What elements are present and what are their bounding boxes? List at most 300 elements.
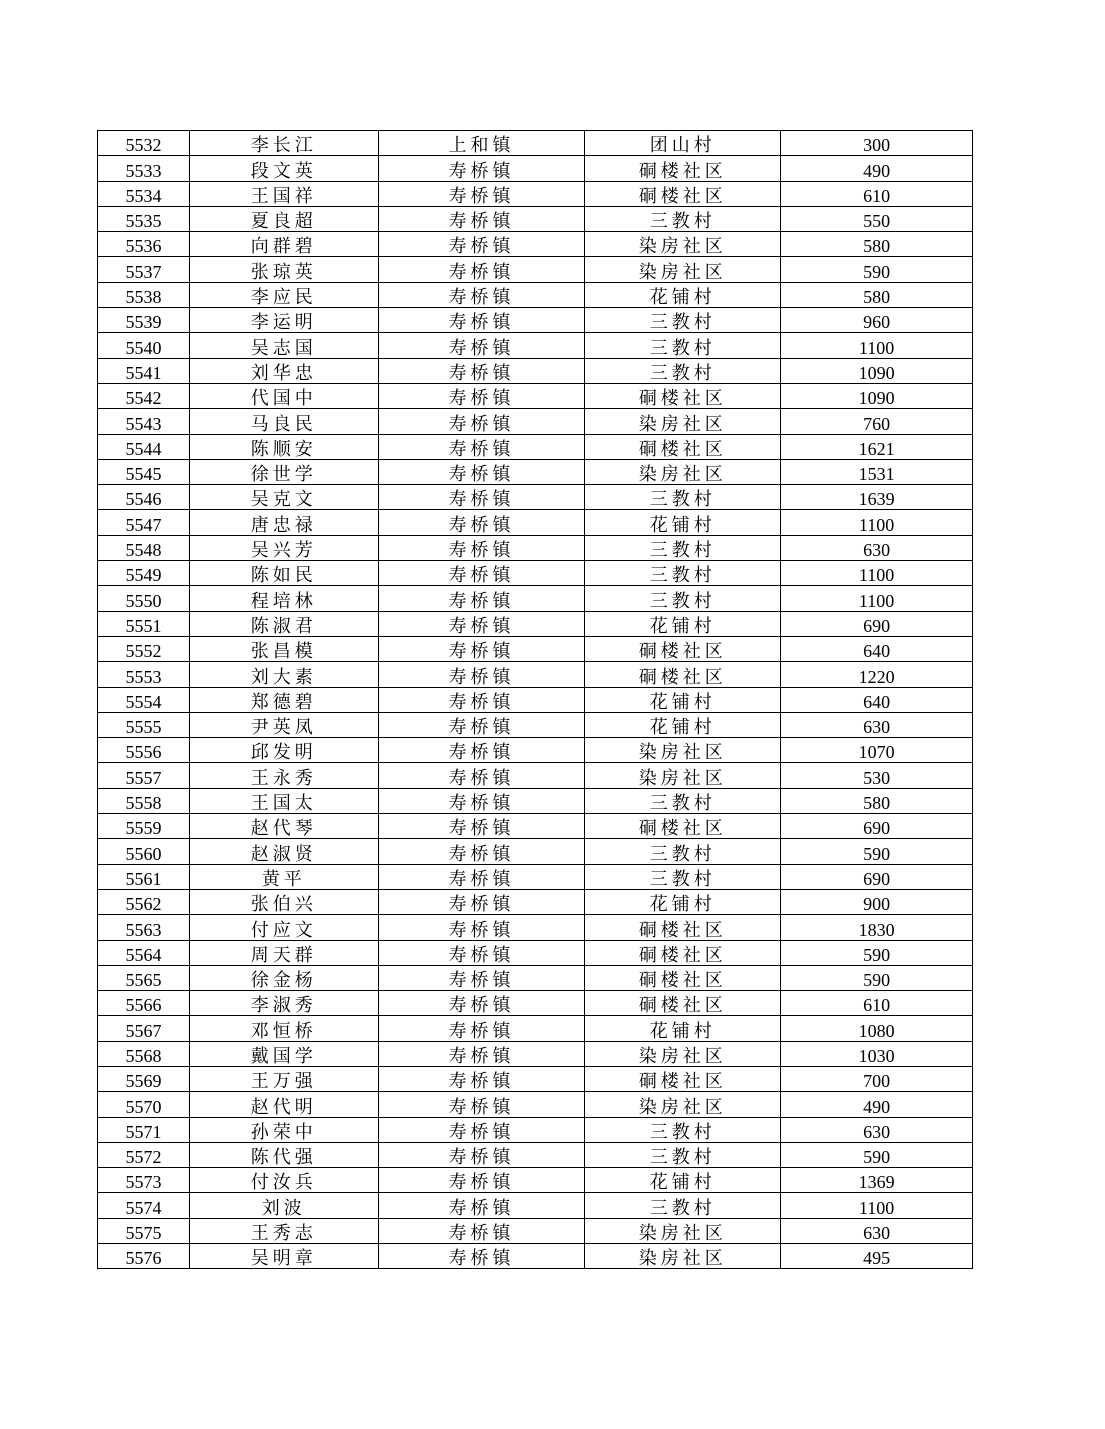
village-cell [585, 181, 781, 206]
town: 寿桥镇 [448, 742, 515, 763]
row-number: 5533 [125, 160, 162, 181]
village: 三教村 [649, 843, 716, 864]
village: 三教村 [649, 1121, 716, 1142]
town: 寿桥镇 [448, 1223, 515, 1244]
amount: 630 [863, 1121, 891, 1142]
town-cell [378, 459, 585, 484]
village-cell [585, 409, 781, 434]
town-cell [378, 814, 585, 839]
amount: 490 [863, 1096, 891, 1117]
town: 寿桥镇 [448, 944, 515, 965]
person-name-cell [189, 889, 378, 914]
town: 寿桥镇 [448, 919, 515, 940]
person-name-cell [189, 1092, 378, 1117]
row-number-cell [98, 232, 190, 257]
person-name-cell [189, 814, 378, 839]
person-name: 赵淑贤 [250, 843, 317, 864]
person-name-cell [189, 991, 378, 1016]
row-number: 5561 [125, 868, 162, 889]
row-number-cell [98, 611, 190, 636]
amount: 580 [863, 287, 891, 308]
person-name-cell [189, 257, 378, 282]
row-number-cell [98, 586, 190, 611]
amount-cell [781, 1244, 973, 1269]
person-name: 张伯兴 [250, 894, 317, 915]
amount-cell [781, 232, 973, 257]
table-row [98, 434, 973, 459]
row-number: 5573 [125, 1172, 162, 1193]
town-cell [378, 636, 585, 661]
amount: 300 [863, 135, 891, 156]
person-name: 尹英凤 [250, 717, 317, 738]
person-name: 王万强 [250, 1071, 317, 1092]
town-cell [378, 788, 585, 813]
person-name: 张昌模 [250, 641, 317, 662]
village: 花铺村 [649, 1020, 716, 1041]
table-row [98, 282, 973, 307]
row-number-cell [98, 814, 190, 839]
table-row [98, 333, 973, 358]
town-cell [378, 409, 585, 434]
person-name: 李应民 [250, 287, 317, 308]
village-cell [585, 1142, 781, 1167]
amount: 495 [863, 1248, 891, 1269]
person-name: 向群碧 [250, 236, 317, 257]
village-cell [585, 257, 781, 282]
row-number: 5548 [125, 540, 162, 561]
town: 寿桥镇 [448, 540, 515, 561]
row-number-cell [98, 156, 190, 181]
table-row [98, 940, 973, 965]
village-cell [585, 1066, 781, 1091]
town-cell [378, 1092, 585, 1117]
person-name-cell [189, 485, 378, 510]
amount-cell [781, 814, 973, 839]
town: 寿桥镇 [448, 362, 515, 383]
town-cell [378, 510, 585, 535]
person-name-cell [189, 636, 378, 661]
row-number-cell [98, 459, 190, 484]
town: 寿桥镇 [448, 464, 515, 485]
town: 寿桥镇 [448, 185, 515, 206]
village: 硐楼社区 [638, 818, 727, 839]
town: 寿桥镇 [448, 312, 515, 333]
amount: 590 [863, 843, 891, 864]
person-name: 周天群 [250, 944, 317, 965]
table-row [98, 1092, 973, 1117]
town-cell [378, 232, 585, 257]
row-number: 5532 [125, 135, 162, 156]
amount-cell [781, 383, 973, 408]
village-cell [585, 814, 781, 839]
amount: 1531 [858, 464, 895, 485]
town: 寿桥镇 [448, 995, 515, 1016]
person-name-cell [189, 333, 378, 358]
village: 染房社区 [638, 261, 727, 282]
person-name: 付汝兵 [250, 1172, 317, 1193]
amount-cell [781, 358, 973, 383]
town-cell [378, 383, 585, 408]
person-name: 吴兴芳 [250, 540, 317, 561]
town: 寿桥镇 [448, 970, 515, 991]
amount-cell [781, 586, 973, 611]
row-number-cell [98, 1041, 190, 1066]
amount-cell [781, 156, 973, 181]
village: 硐楼社区 [638, 388, 727, 409]
amount-cell [781, 1092, 973, 1117]
row-number: 5553 [125, 666, 162, 687]
amount-cell [781, 687, 973, 712]
town: 寿桥镇 [448, 1071, 515, 1092]
person-name: 黄平 [261, 868, 306, 889]
town: 寿桥镇 [448, 1096, 515, 1117]
village: 花铺村 [649, 1172, 716, 1193]
row-number-cell [98, 181, 190, 206]
town-cell [378, 991, 585, 1016]
table-row [98, 181, 973, 206]
table-row [98, 1193, 973, 1218]
village-cell [585, 662, 781, 687]
village-cell [585, 485, 781, 510]
village-cell [585, 991, 781, 1016]
row-number: 5551 [125, 615, 162, 636]
person-name: 郑德碧 [250, 691, 317, 712]
village-cell [585, 1041, 781, 1066]
village: 硐楼社区 [638, 995, 727, 1016]
town-cell [378, 586, 585, 611]
row-number-cell [98, 991, 190, 1016]
amount: 630 [863, 540, 891, 561]
town: 寿桥镇 [448, 236, 515, 257]
town-cell [378, 712, 585, 737]
row-number: 5547 [125, 514, 162, 535]
amount-cell [781, 864, 973, 889]
amount: 640 [863, 691, 891, 712]
amount-cell [781, 611, 973, 636]
row-number-cell [98, 687, 190, 712]
village-cell [585, 915, 781, 940]
amount-cell [781, 940, 973, 965]
town-cell [378, 763, 585, 788]
table-row [98, 687, 973, 712]
row-number: 5544 [125, 438, 162, 459]
person-name: 陈顺安 [250, 438, 317, 459]
town: 寿桥镇 [448, 894, 515, 915]
village: 硐楼社区 [638, 666, 727, 687]
amount: 590 [863, 1147, 891, 1168]
town: 寿桥镇 [448, 818, 515, 839]
village: 三教村 [649, 211, 716, 232]
person-name-cell [189, 459, 378, 484]
village: 花铺村 [649, 287, 716, 308]
person-name-cell [189, 1066, 378, 1091]
amount-cell [781, 206, 973, 231]
village-cell [585, 839, 781, 864]
table-row [98, 636, 973, 661]
town: 寿桥镇 [448, 843, 515, 864]
row-number: 5565 [125, 970, 162, 991]
row-number-cell [98, 485, 190, 510]
row-number: 5568 [125, 1045, 162, 1066]
amount: 630 [863, 717, 891, 738]
row-number-cell [98, 333, 190, 358]
table-row [98, 1218, 973, 1243]
amount: 1100 [858, 565, 895, 586]
table-row [98, 131, 973, 156]
person-name: 邓恒桥 [250, 1020, 317, 1041]
row-number: 5536 [125, 236, 162, 257]
town: 寿桥镇 [448, 388, 515, 409]
village-cell [585, 687, 781, 712]
person-name: 夏良超 [250, 211, 317, 232]
data-table [97, 130, 973, 1269]
village-cell [585, 763, 781, 788]
town-cell [378, 1066, 585, 1091]
town: 寿桥镇 [448, 514, 515, 535]
amount-cell [781, 1016, 973, 1041]
person-name-cell [189, 763, 378, 788]
person-name: 王国祥 [250, 185, 317, 206]
village-cell [585, 232, 781, 257]
table-row [98, 763, 973, 788]
town-cell [378, 485, 585, 510]
row-number: 5567 [125, 1020, 162, 1041]
row-number: 5540 [125, 337, 162, 358]
amount: 1639 [858, 489, 895, 510]
town: 寿桥镇 [448, 1248, 515, 1269]
town-cell [378, 1016, 585, 1041]
village: 三教村 [649, 540, 716, 561]
village: 三教村 [649, 489, 716, 510]
amount-cell [781, 662, 973, 687]
amount-cell [781, 409, 973, 434]
village: 团山村 [649, 135, 716, 156]
person-name-cell [189, 181, 378, 206]
table-row [98, 738, 973, 763]
town: 寿桥镇 [448, 1197, 515, 1218]
amount: 1100 [858, 590, 895, 611]
person-name-cell [189, 586, 378, 611]
row-number: 5541 [125, 362, 162, 383]
town: 寿桥镇 [448, 565, 515, 586]
person-name: 王秀志 [250, 1223, 317, 1244]
village-cell [585, 510, 781, 535]
table-row [98, 510, 973, 535]
row-number-cell [98, 1244, 190, 1269]
person-name: 刘大素 [250, 666, 317, 687]
person-name-cell [189, 687, 378, 712]
amount-cell [781, 131, 973, 156]
person-name: 刘波 [261, 1197, 306, 1218]
row-number: 5571 [125, 1121, 162, 1142]
amount: 530 [863, 767, 891, 788]
village-cell [585, 712, 781, 737]
village: 三教村 [649, 1147, 716, 1168]
amount: 1830 [858, 919, 895, 940]
town: 寿桥镇 [448, 717, 515, 738]
town: 寿桥镇 [448, 590, 515, 611]
row-number-cell [98, 1193, 190, 1218]
table-row [98, 1016, 973, 1041]
row-number: 5546 [125, 489, 162, 510]
row-number: 5556 [125, 742, 162, 763]
row-number-cell [98, 763, 190, 788]
village-cell [585, 1168, 781, 1193]
village-cell [585, 738, 781, 763]
person-name: 陈淑君 [250, 615, 317, 636]
person-name-cell [189, 206, 378, 231]
person-name: 李淑秀 [250, 995, 317, 1016]
town: 寿桥镇 [448, 1121, 515, 1142]
amount: 1090 [858, 388, 895, 409]
table-row [98, 712, 973, 737]
amount: 1080 [858, 1020, 895, 1041]
table-row [98, 459, 973, 484]
town-cell [378, 535, 585, 560]
village: 染房社区 [638, 464, 727, 485]
amount: 1220 [858, 666, 895, 687]
village-cell [585, 1244, 781, 1269]
row-number-cell [98, 889, 190, 914]
table-row [98, 611, 973, 636]
amount-cell [781, 763, 973, 788]
town-cell [378, 181, 585, 206]
village-cell [585, 864, 781, 889]
amount-cell [781, 181, 973, 206]
table-row [98, 232, 973, 257]
village-cell [585, 611, 781, 636]
row-number-cell [98, 1066, 190, 1091]
row-number-cell [98, 788, 190, 813]
amount: 550 [863, 211, 891, 232]
person-name: 吴志国 [250, 337, 317, 358]
person-name-cell [189, 864, 378, 889]
amount-cell [781, 561, 973, 586]
village: 硐楼社区 [638, 185, 727, 206]
town-cell [378, 662, 585, 687]
row-number: 5537 [125, 261, 162, 282]
table-row [98, 257, 973, 282]
town: 寿桥镇 [448, 211, 515, 232]
person-name: 徐金杨 [250, 970, 317, 991]
table-row [98, 814, 973, 839]
row-number-cell [98, 839, 190, 864]
row-number: 5575 [125, 1223, 162, 1244]
village: 染房社区 [638, 767, 727, 788]
row-number-cell [98, 1218, 190, 1243]
row-number: 5569 [125, 1071, 162, 1092]
amount: 610 [863, 995, 891, 1016]
row-number-cell [98, 535, 190, 560]
row-number-cell [98, 510, 190, 535]
row-number: 5566 [125, 995, 162, 1016]
village: 染房社区 [638, 1223, 727, 1244]
row-number: 5550 [125, 590, 162, 611]
town-cell [378, 1041, 585, 1066]
town-cell [378, 1117, 585, 1142]
amount-cell [781, 257, 973, 282]
row-number-cell [98, 1016, 190, 1041]
amount: 760 [863, 413, 891, 434]
town-cell [378, 561, 585, 586]
town-cell [378, 1193, 585, 1218]
row-number: 5538 [125, 287, 162, 308]
amount: 1100 [858, 1197, 895, 1218]
row-number-cell [98, 662, 190, 687]
village: 花铺村 [649, 615, 716, 636]
village: 硐楼社区 [638, 438, 727, 459]
village-cell [585, 1117, 781, 1142]
row-number: 5570 [125, 1096, 162, 1117]
person-name-cell [189, 535, 378, 560]
village-cell [585, 383, 781, 408]
town: 寿桥镇 [448, 767, 515, 788]
village: 染房社区 [638, 1248, 727, 1269]
village: 三教村 [649, 1197, 716, 1218]
row-number-cell [98, 940, 190, 965]
village-cell [585, 459, 781, 484]
amount: 690 [863, 818, 891, 839]
village: 三教村 [649, 362, 716, 383]
village-cell [585, 889, 781, 914]
amount: 690 [863, 615, 891, 636]
town: 寿桥镇 [448, 337, 515, 358]
row-number-cell [98, 864, 190, 889]
amount-cell [781, 535, 973, 560]
table-row [98, 1041, 973, 1066]
village-cell [585, 1193, 781, 1218]
person-name: 刘华忠 [250, 362, 317, 383]
village-cell [585, 940, 781, 965]
row-number-cell [98, 409, 190, 434]
person-name: 戴国学 [250, 1045, 317, 1066]
town: 寿桥镇 [448, 438, 515, 459]
village: 硐楼社区 [638, 944, 727, 965]
town-cell [378, 687, 585, 712]
amount: 630 [863, 1223, 891, 1244]
amount: 1070 [858, 742, 895, 763]
row-number: 5545 [125, 464, 162, 485]
row-number: 5543 [125, 413, 162, 434]
amount-cell [781, 1066, 973, 1091]
amount: 1100 [858, 337, 895, 358]
town-cell [378, 1244, 585, 1269]
row-number-cell [98, 383, 190, 408]
amount: 700 [863, 1071, 891, 1092]
table-row [98, 358, 973, 383]
person-name-cell [189, 738, 378, 763]
town-cell [378, 738, 585, 763]
village: 花铺村 [649, 717, 716, 738]
amount: 580 [863, 236, 891, 257]
town: 寿桥镇 [448, 413, 515, 434]
town: 寿桥镇 [448, 691, 515, 712]
town-cell [378, 131, 585, 156]
table-row [98, 1168, 973, 1193]
town-cell [378, 889, 585, 914]
person-name-cell [189, 1142, 378, 1167]
town-cell [378, 333, 585, 358]
town-cell [378, 358, 585, 383]
village: 花铺村 [649, 894, 716, 915]
town-cell [378, 915, 585, 940]
person-name: 张琼英 [250, 261, 317, 282]
person-name: 唐忠禄 [250, 514, 317, 535]
row-number: 5572 [125, 1147, 162, 1168]
amount-cell [781, 308, 973, 333]
village: 三教村 [649, 590, 716, 611]
person-name-cell [189, 965, 378, 990]
